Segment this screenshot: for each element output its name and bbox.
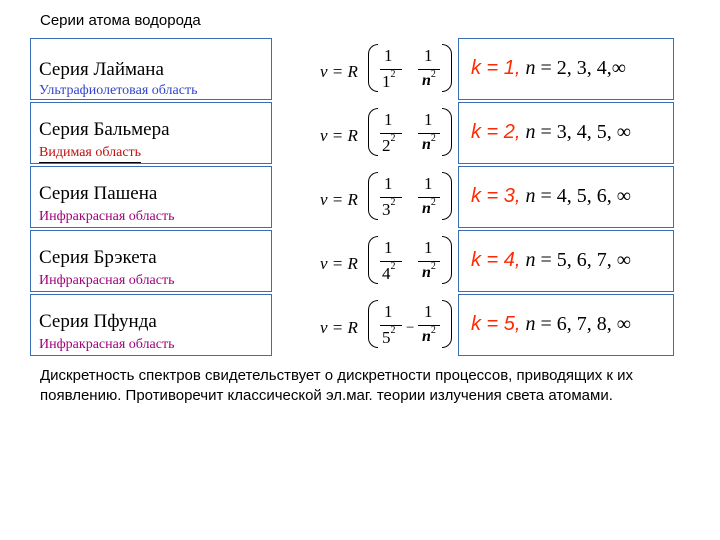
numerator-1: 1 — [384, 302, 393, 321]
k-cell — [458, 294, 674, 356]
region-label: Инфракрасная область — [39, 273, 175, 288]
formula-lhs: ν = R — [320, 318, 358, 337]
k-n-values: k = 4, n = 5, 6, 7, ∞ — [471, 249, 632, 271]
left-paren — [368, 300, 378, 348]
rydberg-formula — [320, 170, 460, 224]
region-label: Видимая область — [39, 145, 141, 163]
denominator-k: $2^2$ — [382, 133, 396, 155]
numerator-2: 1 — [424, 174, 433, 193]
numerator-2: 1 — [424, 238, 433, 257]
rydberg-formula — [320, 42, 460, 96]
formula-lhs: ν = R — [320, 126, 358, 145]
denominator-n: $n^2$ — [422, 261, 436, 281]
series-name-cell — [30, 38, 272, 100]
numerator-1: 1 — [384, 46, 393, 65]
right-paren — [442, 236, 452, 284]
formula-cell — [272, 38, 458, 100]
numerator-2: 1 — [424, 110, 433, 129]
denominator-n: $n^2$ — [422, 197, 436, 217]
fraction-bar — [418, 261, 440, 262]
formula-cell — [272, 230, 458, 292]
formula-lhs: ν = R — [320, 190, 358, 209]
right-paren — [442, 44, 452, 92]
fraction-bar — [418, 325, 440, 326]
series-name-cell — [30, 102, 272, 164]
k-n-values: k = 3, n = 4, 5, 6, ∞ — [471, 185, 632, 207]
numerator-2: 1 — [424, 46, 433, 65]
k-cell — [458, 102, 674, 164]
right-paren — [442, 108, 452, 156]
formula-cell — [272, 166, 458, 228]
left-paren — [368, 172, 378, 220]
series-name-cell — [30, 230, 272, 292]
denominator-n: $n^2$ — [422, 325, 436, 345]
series-name-cell — [30, 166, 272, 228]
series-row-brackett — [30, 230, 674, 292]
numerator-1: 1 — [384, 174, 393, 193]
left-paren — [368, 108, 378, 156]
left-paren — [368, 236, 378, 284]
series-name: Серия Бальмера — [39, 119, 170, 140]
series-name: Серия Пашена — [39, 183, 158, 204]
denominator-k: $3^2$ — [382, 197, 396, 219]
series-name-cell — [30, 294, 272, 356]
series-row-paschen — [30, 166, 674, 228]
fraction-bar — [418, 197, 440, 198]
formula-cell — [272, 102, 458, 164]
denominator-n: $n^2$ — [422, 133, 436, 153]
rydberg-formula — [320, 234, 460, 288]
k-n-values: k = 2, n = 3, 4, 5, ∞ — [471, 121, 632, 143]
fraction-bar — [418, 133, 440, 134]
k-cell — [458, 166, 674, 228]
k-n-values: k = 1, n = 2, 3, 4,∞ — [471, 57, 627, 79]
k-cell — [458, 38, 674, 100]
formula-lhs: ν = R — [320, 254, 358, 273]
left-paren — [368, 44, 378, 92]
numerator-2: 1 — [424, 302, 433, 321]
rydberg-formula — [320, 298, 460, 352]
numerator-1: 1 — [384, 238, 393, 257]
page-title: Серии атома водорода — [40, 12, 201, 29]
k-cell — [458, 230, 674, 292]
denominator-n: $n^2$ — [422, 69, 436, 89]
region-label: Инфракрасная область — [39, 337, 175, 352]
denominator-k: $4^2$ — [382, 261, 396, 283]
right-paren — [442, 172, 452, 220]
numerator-1: 1 — [384, 110, 393, 129]
k-n-values: k = 5, n = 6, 7, 8, ∞ — [471, 313, 632, 335]
formula-lhs: ν = R — [320, 62, 358, 81]
right-paren — [442, 300, 452, 348]
series-name: Серия Пфунда — [39, 311, 157, 332]
series-name: Серия Лаймана — [39, 59, 164, 80]
conclusion-text: Дискретность спектров свидетельствует о дискретности процессов, приводящих к их появлению. Противоречит классической эл.маг. теории излучения света атомами. — [40, 367, 634, 404]
denominator-k: $1^2$ — [382, 69, 396, 91]
series-row-lyman — [30, 38, 674, 100]
series-row-balmer — [30, 102, 674, 164]
region-label: Ультрафиолетовая область — [39, 83, 198, 98]
rydberg-formula — [320, 106, 460, 160]
denominator-k: $5^2$ — [382, 325, 396, 347]
formula-cell — [272, 294, 458, 356]
series-name: Серия Брэкета — [39, 247, 157, 268]
series-row-pfund — [30, 294, 674, 356]
series-table — [30, 38, 674, 354]
region-label: Инфракрасная область — [39, 209, 175, 224]
fraction-bar — [418, 69, 440, 70]
minus-sign: − — [406, 320, 415, 336]
